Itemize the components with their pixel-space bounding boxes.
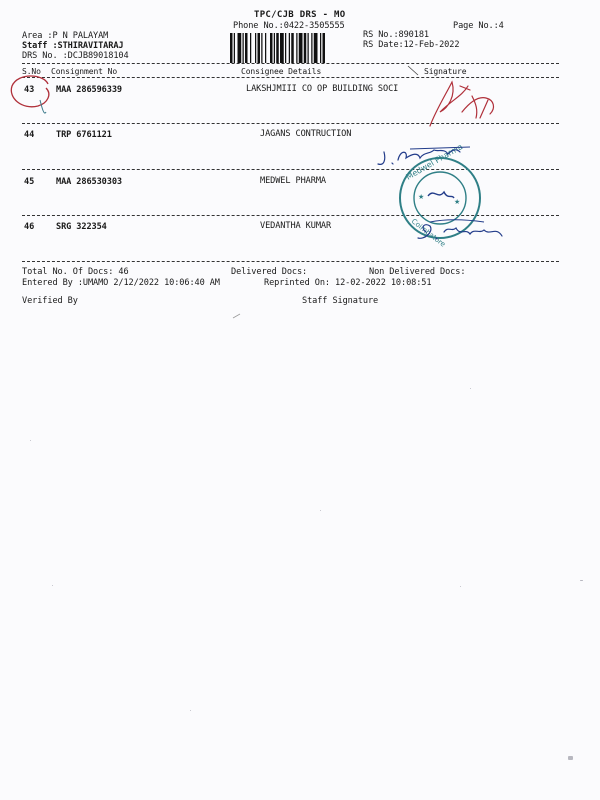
- row-43-consignee: LAKSHJMIII CO OP BUILDING SOCI: [246, 84, 399, 94]
- reprinted-on: Reprinted On: 12-02-2022 10:08:51: [264, 278, 432, 288]
- row-46-sno: 46: [24, 222, 35, 232]
- scan-speck: [52, 585, 53, 586]
- entered-by: Entered By :UMAMO 2/12/2022 10:06:40 AM: [22, 278, 220, 288]
- red-tick-mark: [40, 100, 46, 113]
- svg-text:Coimbatore: Coimbatore: [409, 217, 447, 249]
- row-43-sno: 43: [24, 85, 35, 95]
- svg-text:★: ★: [418, 193, 425, 201]
- drs-number: DRS No. :DCJB89018104: [22, 51, 129, 61]
- rs-number: RS No.:890181: [363, 30, 429, 40]
- header-rule-bottom: [22, 77, 559, 78]
- row-43-consignment: MAA 286596339: [56, 85, 122, 95]
- red-signature-scribble: [430, 82, 493, 126]
- row-divider: [22, 123, 559, 124]
- row-44-sno: 44: [24, 130, 35, 140]
- sheet-title: TPC/CJB DRS - MO: [254, 10, 346, 20]
- svg-text:Medwel Pharma: Medwel Pharma: [404, 142, 465, 182]
- col-sno: S.No: [22, 67, 41, 76]
- signature-column-slash: [408, 66, 418, 75]
- phone-number: Phone No.:0422-3505555: [233, 21, 345, 31]
- scan-speck: [580, 580, 583, 581]
- svg-text:★: ★: [454, 198, 461, 206]
- row-45-sno: 45: [24, 177, 35, 187]
- row-divider: [22, 169, 559, 170]
- total-docs: Total No. Of Docs: 46: [22, 267, 129, 277]
- row-46-consignee: VEDANTHA KUMAR: [260, 221, 332, 231]
- header-rule-top: [22, 63, 559, 64]
- delivered-docs: Delivered Docs:: [231, 267, 308, 277]
- row-44-consignee: JAGANS CONTRUCTION: [260, 129, 352, 139]
- col-signature: Signature: [424, 67, 467, 76]
- scan-speck: [30, 440, 31, 441]
- non-delivered-docs: Non Delivered Docs:: [369, 267, 466, 277]
- scan-speck: [320, 510, 321, 511]
- row-divider: [22, 215, 559, 216]
- row-45-consignee: MEDWEL PHARMA: [260, 176, 326, 186]
- scan-speck: [190, 710, 191, 711]
- staff-label: Staff :STHIRAVITARAJ: [22, 41, 124, 51]
- pen-mark: [233, 314, 240, 318]
- medwel-pharma-stamp: [400, 142, 480, 249]
- handwritten-signature-revathi: [378, 147, 470, 164]
- area-label: Area :P N PALAYAM: [22, 31, 109, 41]
- scan-speck: [568, 756, 573, 760]
- scan-speck: [460, 586, 461, 587]
- table-rule-bottom: [22, 261, 559, 262]
- page-number: Page No.:4: [453, 21, 504, 31]
- row-44-consignment: TRP 6761121: [56, 130, 112, 140]
- col-consignee: Consignee Details: [241, 67, 322, 76]
- rs-date: RS Date:12-Feb-2022: [363, 40, 460, 50]
- col-consignment: Consignment No: [51, 67, 118, 76]
- barcode: [230, 33, 355, 63]
- row-46-consignment: SRG 322354: [56, 222, 107, 232]
- handwritten-signature-kumar: [418, 220, 502, 239]
- staff-signature-label: Staff Signature: [302, 296, 379, 306]
- row-45-consignment: MAA 286530303: [56, 177, 122, 187]
- scan-speck: [470, 388, 471, 389]
- verified-by: Verified By: [22, 296, 78, 306]
